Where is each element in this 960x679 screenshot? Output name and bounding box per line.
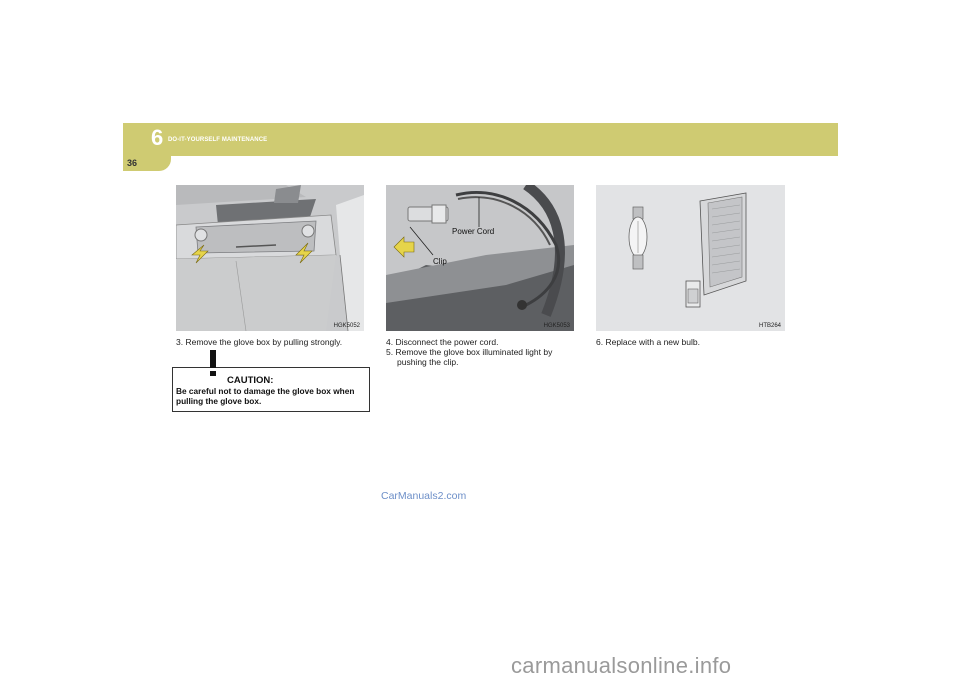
glove-box-removal-illustration (176, 185, 364, 331)
chapter-title: DO-IT-YOURSELF MAINTENANCE (168, 137, 268, 143)
step-6-text (596, 337, 792, 347)
glove-box-drawing (176, 185, 364, 331)
chapter-number: 6 (151, 125, 164, 150)
figure-code: HTB264 (758, 323, 781, 329)
step-line: pushing the clip. (397, 357, 459, 367)
power-cord-label: Power Cord (452, 227, 495, 236)
figure-code: HGK5053 (543, 323, 570, 329)
warning-exclamation-icon (198, 348, 228, 378)
clip-label: Clip (433, 257, 447, 266)
step-line: 5. Remove the glove box illuminated light by (386, 347, 553, 357)
caution-title: CAUTION: (227, 375, 274, 386)
figure-code: HGK5052 (333, 323, 360, 329)
power-cord-clip-illustration (386, 185, 574, 331)
step-3-text (176, 337, 372, 347)
step-line: 4. Disconnect the power cord. (386, 337, 499, 347)
step-line: 3. Remove the glove box by pulling strongly. (176, 337, 343, 347)
carmanuals2-watermark[interactable]: CarManuals2.com (381, 490, 467, 502)
steps-4-5-text (386, 337, 582, 367)
power-cord-drawing (386, 185, 574, 331)
step-line: 6. Replace with a new bulb. (596, 337, 700, 347)
caution-body: Be careful not to damage the glove box when pulling the glove box. (176, 386, 355, 406)
bulb-drawing (596, 185, 785, 331)
footer-watermark: carmanualsonline.info (511, 653, 732, 678)
page-number: 36 (127, 158, 138, 168)
bulb-replacement-illustration (596, 185, 785, 331)
